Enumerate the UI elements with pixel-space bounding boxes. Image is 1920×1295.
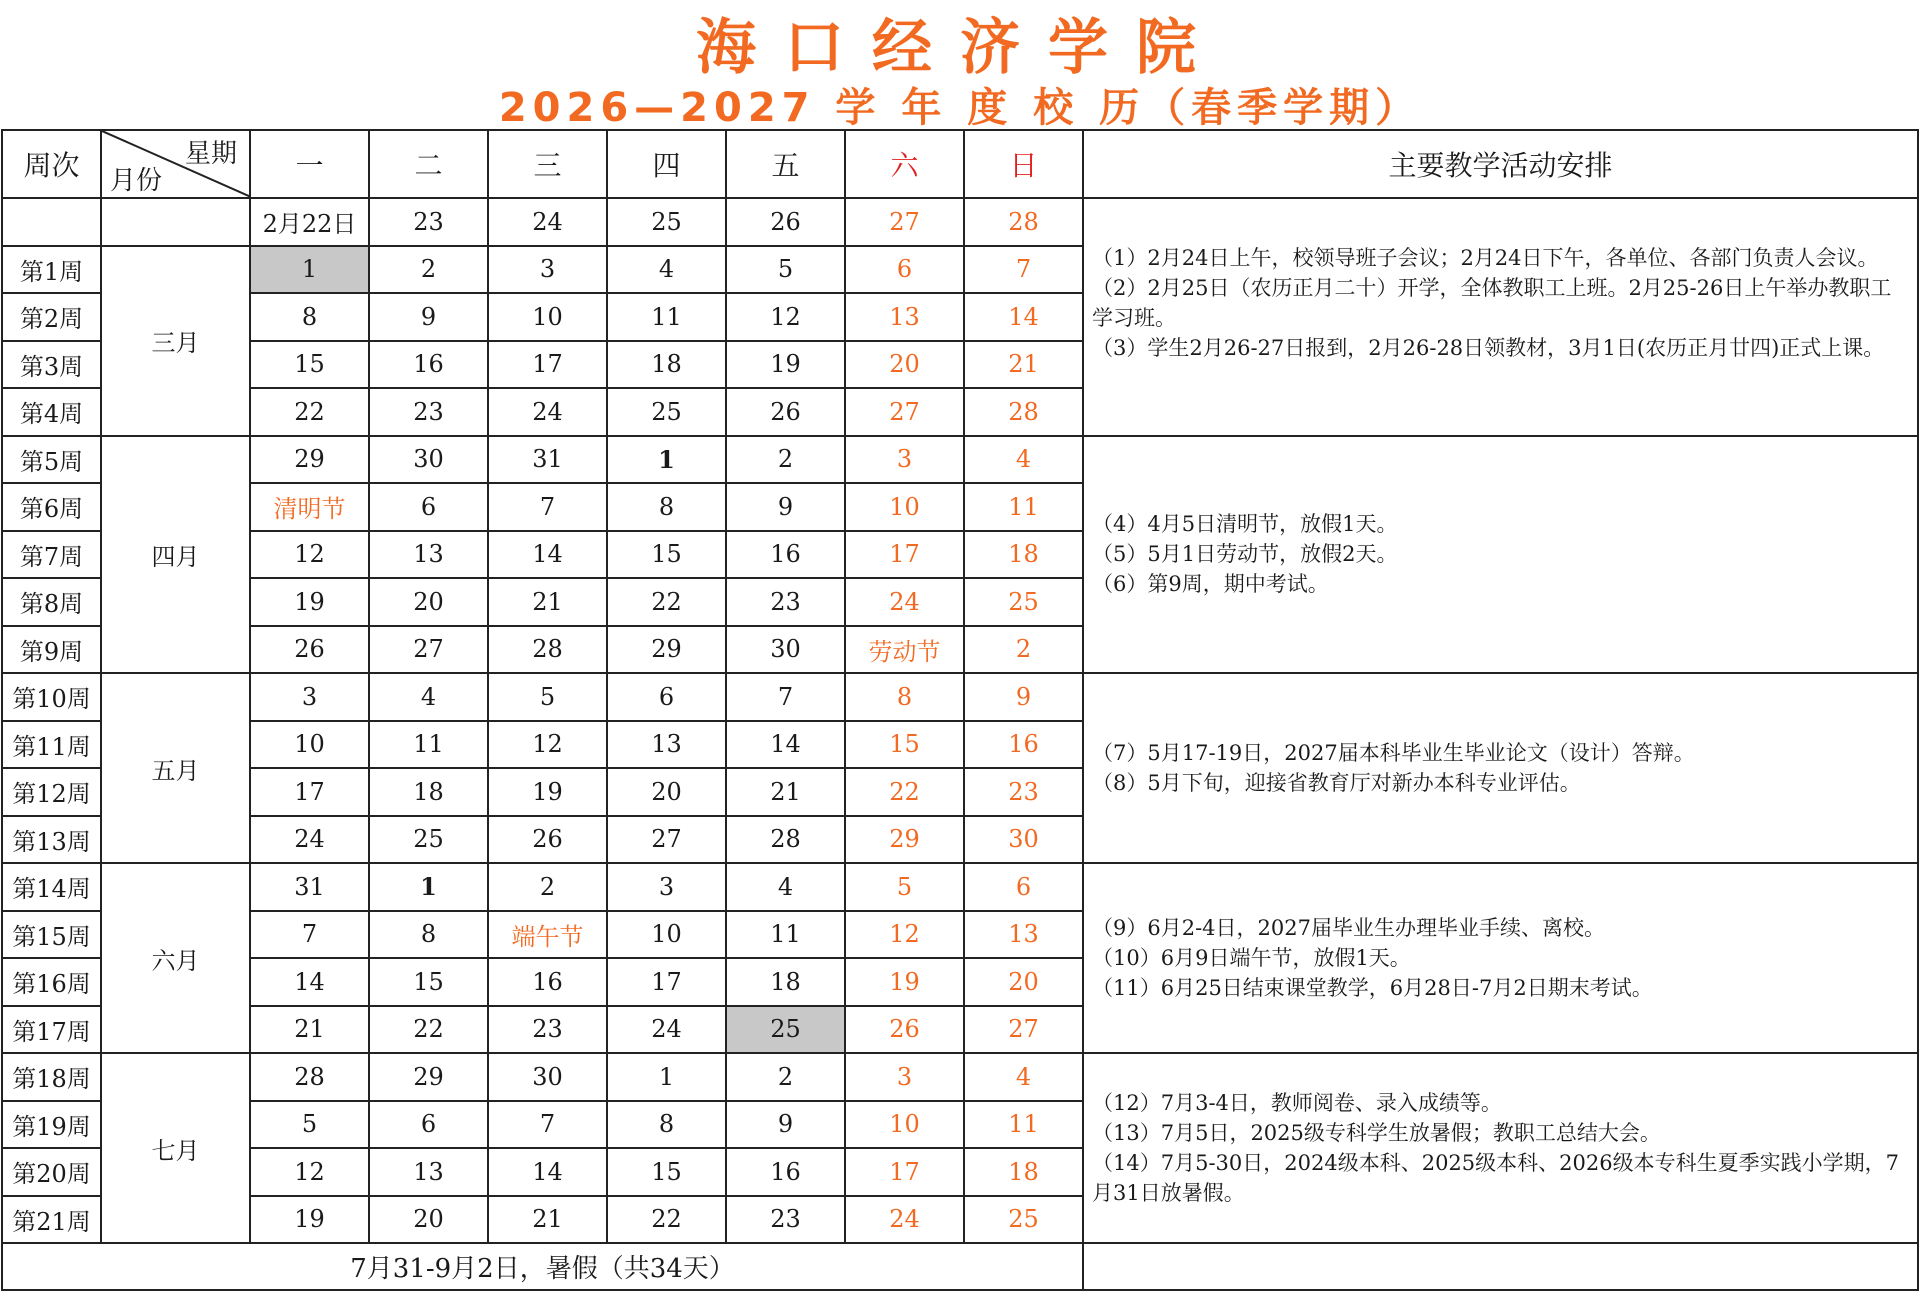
date-cell: 20: [369, 578, 488, 626]
day-header-mon: 一: [250, 130, 369, 198]
date-cell: 11: [369, 721, 488, 769]
date-cell: 19: [726, 341, 845, 389]
activity-note: （1）2月24日上午，校领导班子会议；2月24日下午，各单位、各部门负责人会议。: [1092, 245, 1879, 270]
date-cell: 27: [607, 816, 726, 864]
date-cell: 12: [250, 1148, 369, 1196]
page-title: 海口经济学院: [696, 13, 1224, 83]
date-cell: 13: [369, 1148, 488, 1196]
activity-note: （4）4月5日清明节，放假1天。: [1092, 512, 1398, 537]
week-label: 第4周: [2, 388, 101, 436]
date-cell: 8: [250, 293, 369, 341]
date-cell: 6: [369, 1101, 488, 1149]
week-label: 第15周: [2, 911, 101, 959]
holiday-cell: 劳动节: [845, 626, 964, 674]
day-header-sat: 六: [845, 130, 964, 198]
activity-note: （9）6月2-4日，2027届毕业生办理毕业手续、离校。: [1092, 916, 1605, 940]
activity-note: （10）6月9日端午节，放假1天。: [1092, 946, 1411, 970]
date-cell: 9: [964, 673, 1083, 721]
date-cell: 14: [726, 721, 845, 769]
date-cell: 4: [964, 1053, 1083, 1101]
date-cell: 25: [964, 1196, 1083, 1244]
date-cell: 25: [964, 578, 1083, 626]
date-cell: 20: [845, 341, 964, 389]
footer-empty-cell: [1083, 1243, 1918, 1290]
date-cell: 21: [250, 1006, 369, 1054]
month-label: 五月: [101, 673, 250, 863]
week-label: 第5周: [2, 436, 101, 484]
calendar-table: [1, 129, 1919, 1291]
activity-note: （6）第9周，期中考试。: [1092, 572, 1329, 597]
week-label: 第1周: [2, 246, 101, 294]
date-cell: 19: [488, 768, 607, 816]
date-cell: 28: [964, 198, 1083, 246]
date-cell: 18: [607, 341, 726, 389]
date-cell: 16: [369, 341, 488, 389]
date-cell: 9: [726, 1101, 845, 1149]
date-cell: 21: [964, 341, 1083, 389]
date-cell: 10: [488, 293, 607, 341]
date-cell: 29: [845, 816, 964, 864]
date-cell: 12: [845, 911, 964, 959]
date-cell: 27: [964, 1006, 1083, 1054]
table-row: [2, 436, 1918, 484]
date-cell: 19: [250, 578, 369, 626]
header-row: [2, 130, 1918, 198]
date-cell: 17: [845, 1148, 964, 1196]
date-cell: 9: [369, 293, 488, 341]
week-label: 第21周: [2, 1196, 101, 1244]
date-cell: 5: [726, 246, 845, 294]
date-cell: 13: [607, 721, 726, 769]
date-cell: 4: [607, 246, 726, 294]
date-cell: 1: [250, 246, 369, 294]
date-cell: 23: [369, 388, 488, 436]
activity-note: （8）5月下旬，迎接省教育厅对新办本科专业评估。: [1092, 771, 1581, 795]
activity-note: （3）学生2月26-27日报到，2月26-28日领教材，3月1日(农历正月廿四)正式上课。: [1092, 335, 1885, 360]
date-cell: 22: [607, 1196, 726, 1244]
date-cell: 6: [845, 246, 964, 294]
date-cell: 22: [250, 388, 369, 436]
date-cell: 20: [607, 768, 726, 816]
date-cell: 20: [964, 958, 1083, 1006]
date-cell: 24: [845, 578, 964, 626]
date-cell: 2月22日: [250, 198, 369, 246]
date-cell: 16: [726, 1148, 845, 1196]
table-row: [2, 673, 1918, 721]
date-cell: 27: [369, 626, 488, 674]
footer-row: [2, 1243, 1918, 1290]
table-row: [2, 1053, 1918, 1101]
date-cell: 2: [964, 626, 1083, 674]
date-cell: 25: [726, 1006, 845, 1054]
date-cell: 18: [964, 1148, 1083, 1196]
date-cell: 14: [964, 293, 1083, 341]
date-cell: 13: [964, 911, 1083, 959]
date-cell: 25: [607, 198, 726, 246]
date-cell: 11: [726, 911, 845, 959]
date-cell: 19: [250, 1196, 369, 1244]
activity-notes: [1083, 436, 1918, 674]
date-cell: 11: [607, 293, 726, 341]
week-label: 第10周: [2, 673, 101, 721]
week-label: 第13周: [2, 816, 101, 864]
summer-break-note: 7月31-9月2日，暑假（共34天）: [2, 1243, 1083, 1290]
activities-header: 主要教学活动安排: [1083, 130, 1918, 198]
diagonal-header: [101, 130, 250, 198]
date-cell: 18: [964, 531, 1083, 579]
week-label: 第2周: [2, 293, 101, 341]
date-cell: 28: [726, 816, 845, 864]
date-cell: 2: [726, 1053, 845, 1101]
date-cell: 8: [607, 1101, 726, 1149]
week-label: 第7周: [2, 531, 101, 579]
day-header-wed: 三: [488, 130, 607, 198]
day-header-sun: 日: [964, 130, 1083, 198]
week-label: [2, 198, 101, 246]
activity-note: （7）5月17-19日，2027届本科毕业生毕业论文（设计）答辩。: [1092, 741, 1695, 765]
date-cell: 24: [250, 816, 369, 864]
activity-notes: [1083, 863, 1918, 1053]
date-cell: 26: [845, 1006, 964, 1054]
date-cell: 17: [250, 768, 369, 816]
date-cell: 8: [369, 911, 488, 959]
date-cell: 5: [488, 673, 607, 721]
date-cell: 21: [488, 1196, 607, 1244]
date-cell: 8: [845, 673, 964, 721]
date-cell: 2: [726, 436, 845, 484]
date-cell: 3: [845, 436, 964, 484]
date-cell: 2: [488, 863, 607, 911]
date-cell: 12: [250, 531, 369, 579]
date-cell: 13: [369, 531, 488, 579]
activity-note: （5）5月1日劳动节，放假2天。: [1092, 542, 1398, 567]
holiday-cell: 清明节: [250, 483, 369, 531]
date-cell: 15: [250, 341, 369, 389]
date-cell: 3: [488, 246, 607, 294]
activity-notes: [1083, 1053, 1918, 1243]
date-cell: 10: [845, 1101, 964, 1149]
date-cell: 3: [845, 1053, 964, 1101]
date-cell: 23: [369, 198, 488, 246]
week-column-header: 周次: [2, 130, 101, 198]
week-label: 第12周: [2, 768, 101, 816]
activity-note: （13）7月5日，2025级专科学生放暑假；教职工总结大会。: [1092, 1121, 1661, 1145]
date-cell: 3: [607, 863, 726, 911]
date-cell: 21: [488, 578, 607, 626]
date-cell: 17: [488, 341, 607, 389]
activity-note: （2）2月25日（农历正月二十）开学，全体教职工上班。2月25-26日上午举办教职工学习班。: [1092, 275, 1892, 330]
date-cell: 15: [607, 531, 726, 579]
week-label: 第6周: [2, 483, 101, 531]
date-cell: 26: [726, 388, 845, 436]
week-label: 第9周: [2, 626, 101, 674]
date-cell: 22: [845, 768, 964, 816]
date-cell: 28: [488, 626, 607, 674]
holiday-cell: 端午节: [488, 911, 607, 959]
date-cell: 24: [488, 388, 607, 436]
date-cell: 15: [369, 958, 488, 1006]
activity-notes: [1083, 198, 1918, 436]
date-cell: 4: [369, 673, 488, 721]
day-header-fri: 五: [726, 130, 845, 198]
date-cell: 24: [607, 1006, 726, 1054]
date-cell: 2: [369, 246, 488, 294]
date-cell: 30: [369, 436, 488, 484]
date-cell: 30: [726, 626, 845, 674]
date-cell: 29: [607, 626, 726, 674]
date-cell: 10: [250, 721, 369, 769]
month-label: 月份: [110, 166, 163, 196]
month-label: 六月: [101, 863, 250, 1053]
date-cell: 17: [607, 958, 726, 1006]
date-cell: 31: [488, 436, 607, 484]
date-cell: 15: [607, 1148, 726, 1196]
week-label: 第14周: [2, 863, 101, 911]
date-cell: 26: [488, 816, 607, 864]
date-cell: 1: [607, 1053, 726, 1101]
activity-notes: [1083, 673, 1918, 863]
date-cell: 11: [964, 483, 1083, 531]
date-cell: 12: [488, 721, 607, 769]
date-cell: 16: [488, 958, 607, 1006]
weekday-label: 星期: [184, 139, 237, 169]
date-cell: 13: [845, 293, 964, 341]
day-header-thu: 四: [607, 130, 726, 198]
date-cell: 23: [964, 768, 1083, 816]
week-label: 第20周: [2, 1148, 101, 1196]
date-cell: 14: [250, 958, 369, 1006]
date-cell: 23: [488, 1006, 607, 1054]
date-cell: 27: [845, 198, 964, 246]
activity-note: （12）7月3-4日，教师阅卷、录入成绩等。: [1092, 1091, 1502, 1115]
date-cell: 26: [726, 198, 845, 246]
date-cell: 30: [964, 816, 1083, 864]
date-cell: 7: [250, 911, 369, 959]
date-cell: 3: [250, 673, 369, 721]
date-cell: 17: [845, 531, 964, 579]
date-cell: 28: [964, 388, 1083, 436]
date-cell: 4: [726, 863, 845, 911]
activity-note: （14）7月5-30日，2024级本科、2025级本科、2026级本专科生夏季实践小学期，7月31日放暑假。: [1092, 1151, 1899, 1205]
date-cell: 24: [488, 198, 607, 246]
date-cell: 27: [845, 388, 964, 436]
day-header-tue: 二: [369, 130, 488, 198]
date-cell: 6: [607, 673, 726, 721]
date-cell: 21: [726, 768, 845, 816]
date-cell: 28: [250, 1053, 369, 1101]
date-cell: 5: [845, 863, 964, 911]
table-row: [2, 198, 1918, 246]
date-cell: 30: [488, 1053, 607, 1101]
date-cell: 22: [607, 578, 726, 626]
date-cell: 23: [726, 578, 845, 626]
date-cell: 7: [488, 1101, 607, 1149]
week-label: 第18周: [2, 1053, 101, 1101]
date-cell: 31: [250, 863, 369, 911]
date-cell: 7: [726, 673, 845, 721]
week-label: 第19周: [2, 1101, 101, 1149]
date-cell: 6: [964, 863, 1083, 911]
date-cell: 14: [488, 531, 607, 579]
table-row: [2, 863, 1918, 911]
month-label: 七月: [101, 1053, 250, 1243]
date-cell: 16: [964, 721, 1083, 769]
month-label: 三月: [101, 246, 250, 436]
date-cell: 10: [845, 483, 964, 531]
page-subtitle: 2026—2027 学 年 度 校 历（春季学期）: [498, 85, 1422, 131]
date-cell: 18: [726, 958, 845, 1006]
date-cell: 7: [964, 246, 1083, 294]
date-cell: 8: [607, 483, 726, 531]
date-cell: 19: [845, 958, 964, 1006]
date-cell: 12: [726, 293, 845, 341]
week-label: 第3周: [2, 341, 101, 389]
date-cell: 16: [726, 531, 845, 579]
date-cell: 20: [369, 1196, 488, 1244]
date-cell: 6: [369, 483, 488, 531]
date-cell: 14: [488, 1148, 607, 1196]
date-cell: 29: [250, 436, 369, 484]
week-label: 第16周: [2, 958, 101, 1006]
date-cell: 24: [845, 1196, 964, 1244]
date-cell: 22: [369, 1006, 488, 1054]
date-cell: 9: [726, 483, 845, 531]
date-cell: 1: [607, 436, 726, 484]
date-cell: 1: [369, 863, 488, 911]
date-cell: 10: [607, 911, 726, 959]
date-cell: 4: [964, 436, 1083, 484]
date-cell: 7: [488, 483, 607, 531]
date-cell: 23: [726, 1196, 845, 1244]
month-label: 四月: [101, 436, 250, 674]
date-cell: 26: [250, 626, 369, 674]
week-label: 第11周: [2, 721, 101, 769]
date-cell: 25: [607, 388, 726, 436]
activity-note: （11）6月25日结束课堂教学，6月28日-7月2日期末考试。: [1092, 976, 1653, 1000]
month-empty-cell: [101, 198, 250, 246]
week-label: 第8周: [2, 578, 101, 626]
date-cell: 29: [369, 1053, 488, 1101]
week-label: 第17周: [2, 1006, 101, 1054]
date-cell: 11: [964, 1101, 1083, 1149]
date-cell: 5: [250, 1101, 369, 1149]
date-cell: 18: [369, 768, 488, 816]
date-cell: 25: [369, 816, 488, 864]
date-cell: 15: [845, 721, 964, 769]
